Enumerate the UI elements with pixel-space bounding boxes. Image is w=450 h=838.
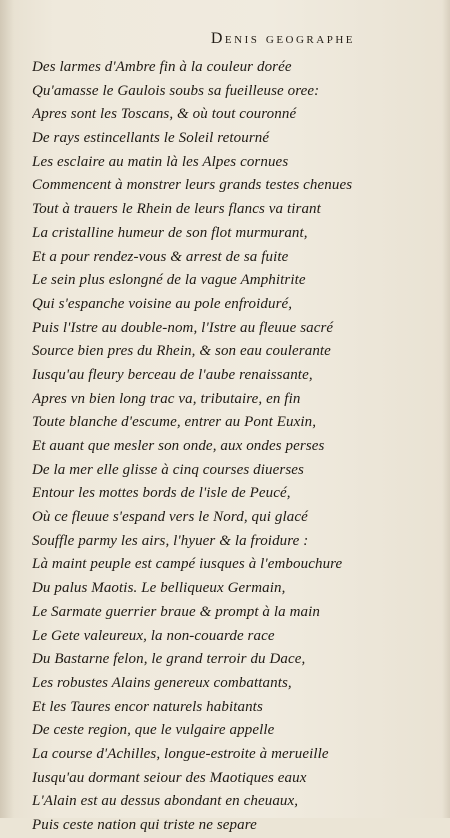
verse-line: L'Alain est au dessus abondant en cheuaux,	[32, 793, 299, 810]
verse-line: Le Sarmate guerrier braue & prompt à la main	[32, 603, 321, 620]
verse-line: De la mer elle glisse à cinq courses diuerses	[32, 461, 304, 478]
verse-line: Source bien pres du Rhein, & son eau coulerante	[32, 343, 331, 360]
verse-block	[32, 56, 432, 838]
verse-line: Le sein plus eslongné de la vague Amphitrite	[32, 272, 306, 289]
verse-line: Les robustes Alains genereux combattants,	[32, 674, 292, 691]
verse-line: Où ce fleuue s'espand vers le Nord, qui glacé	[32, 509, 308, 526]
verse-line: La cristalline humeur de son flot murmurant,	[32, 224, 308, 241]
verse-line: Tout à trauers le Rhein de leurs flancs va tirant	[32, 201, 321, 218]
verse-line: Du Bastarne felon, le grand terroir du Dace,	[32, 651, 306, 668]
page-edge-shadow	[442, 0, 450, 818]
verse-line: Du palus Maotis. Le belliqueux Germain,	[32, 580, 286, 597]
page-gutter-shadow	[0, 0, 14, 818]
verse-line: Puis ceste nation qui triste ne separe	[32, 817, 257, 833]
verse-line: De rays estincellants le Soleil retourné	[32, 130, 270, 147]
verse-line: De ceste region, que le vulgaire appelle	[32, 722, 275, 739]
verse-line: Et les Taures encor naturels habitants	[32, 698, 263, 715]
verse-line: Apres vn bien long trac va, tributaire, en fin	[32, 390, 301, 407]
verse-line: Iusqu'au dormant seiour des Maotiques eaux	[32, 769, 307, 786]
verse-line: Toute blanche d'escume, entrer au Pont Euxin,	[32, 414, 317, 431]
verse-line: Les esclaire au matin là les Alpes cornues	[32, 153, 289, 170]
verse-line: Le Gete valeureux, la non-couarde race	[32, 627, 275, 644]
verse-line: Qui s'espanche voisine au pole enfroiduré,	[32, 295, 293, 312]
verse-line: Et auant que mesler son onde, aux ondes perses	[32, 438, 325, 454]
verse-line: La course d'Achilles, longue-estroite à merueille	[32, 745, 329, 762]
verse-line: Des larmes d'Ambre fin à la couleur dorée	[32, 59, 292, 75]
verse-line: Puis l'Istre au double-nom, l'Istre au fleuue sacré	[32, 319, 334, 336]
verse-line: Là maint peuple est campé iusques à l'embouchure	[32, 556, 343, 573]
verse-line: Apres sont les Toscans, & où tout couronné	[32, 106, 297, 123]
verse-line: Commencent à monstrer leurs grands testes chenues	[32, 177, 353, 194]
verse-line: Entour les mottes bords de l'isle de Peucé,	[32, 485, 291, 502]
verse-line: Iusqu'au fleury berceau de l'aube renaissante,	[32, 366, 313, 383]
verse-line: Souffle parmy les airs, l'hyuer & la froidure :	[32, 532, 309, 549]
verse-line: Et a pour rendez-vous & arrest de sa fuite	[32, 248, 289, 265]
running-title: Denis geographe	[210, 30, 355, 47]
verse-line: Qu'amasse le Gaulois soubs sa fueilleuse oree:	[32, 82, 320, 99]
